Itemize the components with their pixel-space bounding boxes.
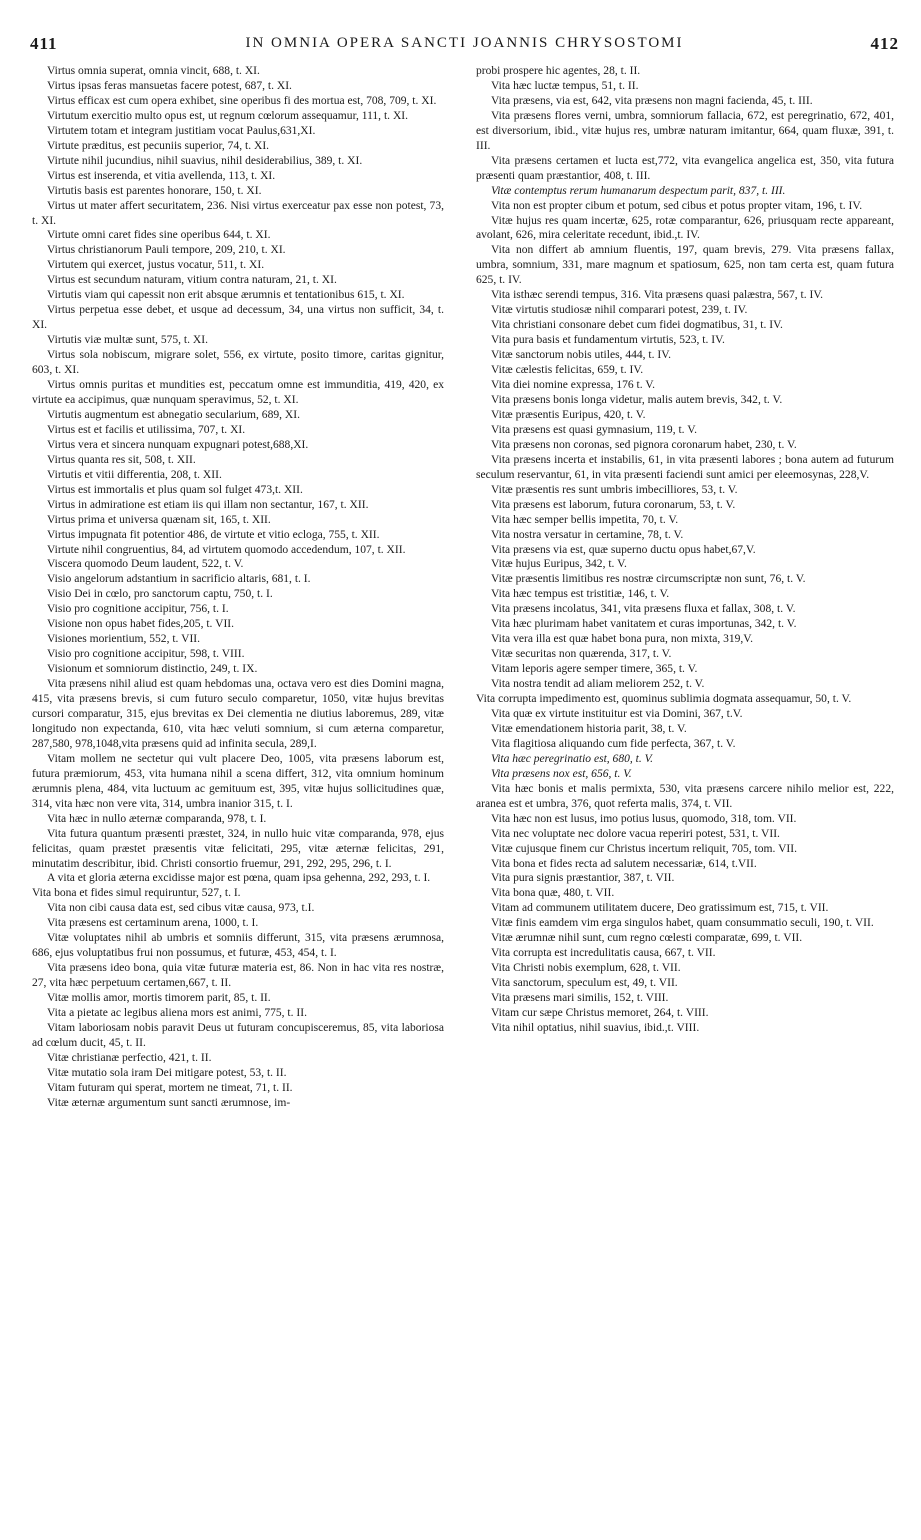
index-entry: Vita futura quantum præsenti præstet, 324, in nullo huic vitæ comparanda, 978, ejus felicitas, quam præstet præsentis vitæ felicitati, 295, vitæ æternæ felicitas, 291, minutatim describitur, ibid. Christi consortio fruemur, 291, 292, 295, 296, t. I. (32, 827, 444, 870)
index-entry: Vita præsens est certaminum arena, 1000, t. I. (47, 917, 259, 930)
index-entry: Vita nostra versatur in certamine, 78, t. V. (491, 528, 684, 541)
index-entry: Vitæ christianæ perfectio, 421, t. II. (47, 1051, 212, 1064)
index-entry: Vita præsens nihil aliud est quam hebdomas una, octava vero est dies Domini magna, 415, vita præsens brevis, si cum futuro seculo comparetur, 1050, vitæ hujus brevitas cursori comparatur, 315, ejus brevitas ex Dei clementia ne diutius laboremus, 289, vitæ longitudo non expectanda, 610, vita hæc veluti somnium, si cum æterna comparetur, 287,580, 978,1048,vita præsens quid ad infinita secula, 289,I. (32, 678, 444, 750)
index-entry: Vitæ mollis amor, mortis timorem parit, 85, t. II. (47, 992, 271, 1005)
index-entry: Vita nihil optatius, nihil suavius, ibid.,t. VIII. (491, 1022, 700, 1034)
page-number-right: 412 (870, 34, 899, 53)
index-entry: Vita hæc plurimam habet vanitatem et curas importunas, 342, t. V. (491, 618, 797, 631)
index-entry: Vita non cibi causa data est, sed cibus vitæ causa, 973, t.I. (47, 902, 315, 915)
index-entry: Virtute omni caret fides sine operibus 644, t. XI. (47, 229, 271, 242)
index-entry: Virtus prima et universa quænam sit, 165, t. XII. (47, 513, 271, 526)
index-entry: Vitam laboriosam nobis paravit Deus ut futuram concupisceremus, 85, vita laboriosa ad cœlum ducit, 45, t. II. (32, 1022, 444, 1049)
index-entry: Vita hæc peregrinatio est, 680, t. V. (491, 752, 654, 765)
index-entry: Virtus in admiratione est etiam iis qui illam non sectantur, 167, t. XII. (47, 498, 369, 511)
index-entry: Vita præsens est quasi gymnasium, 119, t. V. (491, 423, 697, 436)
index-entry: Vitam futuram qui sperat, mortem ne timeat, 71, t. II. (47, 1081, 293, 1094)
index-entry: Virtute nihil jucundius, nihil suavius, nihil desiderabilius, 389, t. XI. (47, 154, 363, 167)
index-entry: Vita bona et fides simul requiruntur, 527, t. I. (32, 887, 241, 900)
index-entry: Vita præsens via est, quæ superno ductu opus habet,67,V. (491, 543, 756, 556)
index-entry: Vita pura basis et fundamentum virtutis, 523, t. IV. (491, 334, 725, 347)
index-entry: Vita flagitiosa aliquando cum fide perfecta, 367, t. V. (491, 737, 736, 750)
index-entry: Virtutis viæ multæ sunt, 575, t. XI. (47, 334, 208, 347)
index-entry: Vitæ præsentis limitibus res nostræ circumscriptæ non sunt, 76, t. V. (491, 573, 806, 586)
index-entry: Vitæ æternæ argumentum sunt sancti ærumnose, im- (47, 1096, 291, 1109)
index-entry: Virtus est secundum naturam, vitium contra naturam, 21, t. XI. (47, 274, 337, 287)
index-entry: Vita hæc in nullo æternæ comparanda, 978, t. I. (47, 812, 267, 825)
index-entry: Virtutis augmentum est abnegatio secularium, 689, XI. (47, 408, 300, 421)
index-entry: Vita pura signis præstantior, 387, t. VII. (491, 872, 675, 885)
index-entry: Vita bona et fides recta ad salutem necessariæ, 614, t.VII. (491, 857, 757, 870)
index-entry: Vitæ hujus res quam incertæ, 625, rotæ comparantur, 626, priusquam recte appareant, avolant, 626, mira celeritate recedunt, ibid.,t. IV. (476, 214, 894, 242)
index-entry: Vitæ finis eamdem vim erga singulos habet, quam consummatio seculi, 190, t. VII. (491, 917, 874, 930)
index-entry: Vita nostra tendit ad aliam meliorem 252, t. V. (491, 678, 705, 691)
index-entry: Vita præsens, via est, 642, vita præsens non magni facienda, 45, t. III. (491, 94, 813, 107)
index-entry: Vita nec voluptate nec dolore vacua reperiri potest, 531, t. VII. (491, 827, 780, 840)
index-entry: Virtute præditus, est pecuniis superior, 74, t. XI. (47, 139, 270, 152)
index-entry: Virtus vera et sincera nunquam expugnari potest,688,XI. (47, 438, 309, 451)
index-entry: Vita sanctorum, speculum est, 49, t. VII. (491, 977, 678, 990)
index-entry: Virtus est inserenda, et vitia avellenda, 113, t. XI. (47, 169, 276, 182)
index-entry: Visiones morientium, 552, t. VII. (47, 633, 201, 646)
index-entry: Virtute nihil congruentius, 84, ad virtutem quomodo accedendum, 107, t. XII. (47, 543, 406, 556)
index-entry: Vitam ad communem utilitatem ducere, Deo gratissimum est, 715, t. VII. (491, 902, 829, 915)
index-entry: Virtus perpetua esse debet, et usque ad decessum, 34, una virtus non sufficit, 34, t. XI. (32, 304, 444, 332)
index-column-left (32, 64, 444, 1111)
index-entry: Vita non differt ab amnium fluentis, 197, quam brevis, 279. Vita præsens fallax, umbra, somnium, 331, mare magnum et spatiosum, 625, non tam certa est, quam futura 625, t. IV. (476, 244, 894, 287)
page-header (30, 34, 899, 56)
index-entry: Vita præsens incerta et instabilis, 61, in vita præsenti labores ; bona autem ad futurum seculum reservantur, 61, in vita præsenti faciendi sunt amici per eleemosynas, 228,V. (476, 453, 894, 481)
index-entry: Vita corrupta est incredulitatis causa, 667, t. VII. (491, 947, 716, 960)
index-entry: Visio pro cognitione accipitur, 598, t. VIII. (47, 648, 245, 661)
index-entry: Vita christiani consonare debet cum fidei dogmatibus, 31, t. IV. (491, 319, 783, 332)
index-entry: A vita et gloria æterna excidisse major est pœna, quam ipsa gehenna, 292, 293, t. I. (47, 872, 431, 885)
index-entry: Vita præsens incolatus, 341, vita præsens fluxa et fallax, 308, t. V. (491, 603, 796, 616)
index-entry: Vita præsens certamen et lucta est,772, vita evangelica angelica est, 350, vita futura præsenti quam præstantior, 408, t. III. (476, 154, 894, 182)
index-entry: Vita hæc non est lusus, imo potius lusus, quomodo, 318, tom. VII. (491, 812, 797, 825)
index-entry: Vita corrupta impedimento est, quominus sublimia dogmata assequamur, 50, t. V. (476, 693, 852, 706)
index-entry: Virtus impugnata fit potentior 486, de virtute et vitio ecloga, 755, t. XII. (47, 528, 380, 541)
index-entry: Vitæ emendationem historia parit, 38, t. V. (491, 722, 687, 735)
running-title: IN OMNIA OPERA SANCTI JOANNIS CHRYSOSTOMI (245, 35, 684, 51)
index-entry: Vita præsens bonis longa videtur, malis autem brevis, 342, t. V. (491, 393, 783, 406)
index-entry: Virtutis et vitii differentia, 208, t. XII. (47, 468, 222, 481)
index-entry: Vitæ mutatio sola iram Dei mitigare potest, 53, t. II. (47, 1066, 287, 1079)
index-entry: Virtus efficax est cum opera exhibet, sine operibus fi des mortua est, 708, 709, t. XI. (47, 94, 437, 107)
index-column-right (476, 64, 894, 1036)
index-entry: Vita diei nomine expressa, 176 t. V. (491, 379, 656, 392)
index-entry: Vitæ contemptus rerum humanarum despectum parit, 837, t. III. (491, 184, 786, 197)
index-entry: Vita præsens mari similis, 152, t. VIII. (491, 992, 669, 1005)
index-entry: Vita isthæc serendi tempus, 316. Vita præsens quasi palæstra, 567, t. IV. (491, 289, 824, 302)
index-entry: Vita præsens est laborum, futura coronarum, 53, t. V. (491, 498, 736, 511)
index-entry: Vita præsens non coronas, sed pignora coronarum habet, 230, t. V. (491, 438, 797, 451)
index-entry: Virtus ipsas feras mansuetas facere potest, 687, t. XI. (47, 79, 292, 92)
index-entry: Vitæ ærumnæ nihil sunt, cum regno cœlesti comparatæ, 699, t. VII. (491, 932, 803, 945)
index-entry: Vitæ cujusque finem cur Christus incertum reliquit, 705, tom. VII. (491, 842, 798, 855)
index-entry: Vita Christi nobis exemplum, 628, t. VII. (491, 962, 681, 975)
index-entry: Vita præsens ideo bona, quia vitæ futuræ materia est, 86. Non in hac vita res nostræ, 27, vita hæc perpetuum certamen,667, t. II. (32, 962, 444, 990)
index-entry: Vitæ sanctorum nobis utiles, 444, t. IV. (491, 349, 671, 362)
index-entry: Vita vera illa est quæ habet bona pura, non mixta, 319,V. (491, 633, 754, 646)
index-entry: Vita hæc bonis et malis permixta, 530, vita præsens carcere nihilo melior est, 222, aranea est et umbra, 376, quot referta malis, 374, t. VII. (476, 782, 894, 810)
index-entry: Vitæ securitas non quærenda, 317, t. V. (491, 648, 672, 661)
index-entry: Visio Dei in cœlo, pro sanctorum captu, 750, t. I. (47, 588, 273, 601)
index-entry: Vitæ voluptates nihil ab umbris et somniis differunt, 315, vita præsens ærumnosa, 686, ejus voluptatibus frui non possumus, et futuræ, 453, 454, t. I. (32, 932, 444, 960)
index-entry: Visio angelorum adstantium in sacrificio altaris, 681, t. I. (47, 573, 311, 586)
index-entry: Virtus omnia superat, omnia vincit, 688, t. XI. (47, 65, 260, 77)
index-entry: Vitæ hujus Euripus, 342, t. V. (491, 558, 627, 571)
index-entry: Vitæ præsentis Euripus, 420, t. V. (491, 408, 646, 421)
index-entry: Vita hæc semper bellis impetita, 70, t. V. (491, 513, 679, 526)
index-entry: Virtutis basis est parentes honorare, 150, t. XI. (47, 184, 262, 197)
index-entry: Vita præsens nox est, 656, t. V. (491, 767, 632, 780)
index-entry: Vitam mollem ne sectetur qui vult placere Deo, 1005, vita præsens laborum est, futura præmiorum, 453, vita humana nihil a scena differt, 312, vita omnium hominum ærumnis plena, 484, vita luctuum ac gemituum est, 395, vitæ hujus sollicitudines quæ, 314, vita hæc non vere vita, 314, umbra inanior 315, t. I. (32, 752, 444, 810)
index-entry: Visionum et somniorum distinctio, 249, t. IX. (47, 663, 258, 676)
page-number-left: 411 (30, 34, 58, 53)
index-entry: Virtus quanta res sit, 508, t. XII. (47, 453, 196, 466)
index-entry: Visione non opus habet fides,205, t. VII. (47, 618, 235, 631)
index-entry: Vita hæc tempus est tristitiæ, 146, t. V. (491, 588, 670, 601)
index-entry: Virtutum exercitio multo opus est, ut regnum cœlorum assequamur, 111, t. XI. (47, 109, 409, 122)
index-entry: Viscera quomodo Deum laudent, 522, t. V. (47, 558, 244, 571)
index-entry: Virtus christianorum Pauli tempore, 209, 210, t. XI. (47, 244, 286, 257)
index-entry: Vita bona quæ, 480, t. VII. (491, 887, 615, 900)
index-entry: Virtus est immortalis et plus quam sol fulget 473,t. XII. (47, 483, 303, 496)
index-entry: Vitæ præsentis res sunt umbris imbecilliores, 53, t. V. (491, 483, 738, 496)
index-entry: Vitam cur sæpe Christus memoret, 264, t. VIII. (491, 1007, 709, 1020)
index-entry: Vita non est propter cibum et potum, sed cibus et potus propter vitam, 196, t. IV. (491, 199, 863, 212)
index-entry: Virtutem qui exercet, justus vocatur, 511, t. XI. (47, 259, 265, 272)
index-entry: Vitæ cælestis felicitas, 659, t. IV. (491, 364, 644, 377)
index-entry: Virtus sola nobiscum, migrare solet, 556, ex virtute, posito timore, caritas gignitur, 603, t. XI. (32, 349, 444, 377)
index-entry: Virtutem totam et integram justitiam vocat Paulus,631,XI. (47, 124, 316, 137)
index-entry: Vita a pietate ac legibus aliena mors est animi, 775, t. II. (47, 1007, 307, 1020)
index-entry: Virtus ut mater affert securitatem, 236. Nisi virtus exerceatur pax esse non potest, 73, t. XI. (32, 199, 444, 227)
index-entry: Virtus omnis puritas et mundities est, peccatum omne est immunditia, 419, 420, ex virtute ea accipimus, quæ nunquam speravimus, 52, t. XI. (32, 379, 444, 406)
index-entry: Vitam leporis agere semper timere, 365, t. V. (491, 663, 698, 676)
index-entry: Vita hæc luctæ tempus, 51, t. II. (491, 79, 639, 92)
index-entry: Vita quæ ex virtute instituitur est via Domini, 367, t.V. (491, 707, 743, 720)
index-entry: probi prospere hic agentes, 28, t. II. (476, 65, 641, 77)
index-entry: Vitæ virtutis studiosæ nihil comparari potest, 239, t. IV. (491, 304, 748, 317)
index-entry: Visio pro cognitione accipitur, 756, t. I. (47, 603, 229, 616)
index-entry: Virtus est et facilis et utilissima, 707, t. XI. (47, 423, 246, 436)
index-entry: Virtutis viam qui capessit non erit absque ærumnis et tentationibus 615, t. XI. (47, 289, 405, 302)
index-entry: Vita præsens flores verni, umbra, somniorum fallacia, 672, est peregrinatio, 672, 401, est diversorium, ibid., vitæ hujus res, umbræ naturam imitantur, 664, quam fluxæ, 391, t. III. (476, 109, 894, 152)
